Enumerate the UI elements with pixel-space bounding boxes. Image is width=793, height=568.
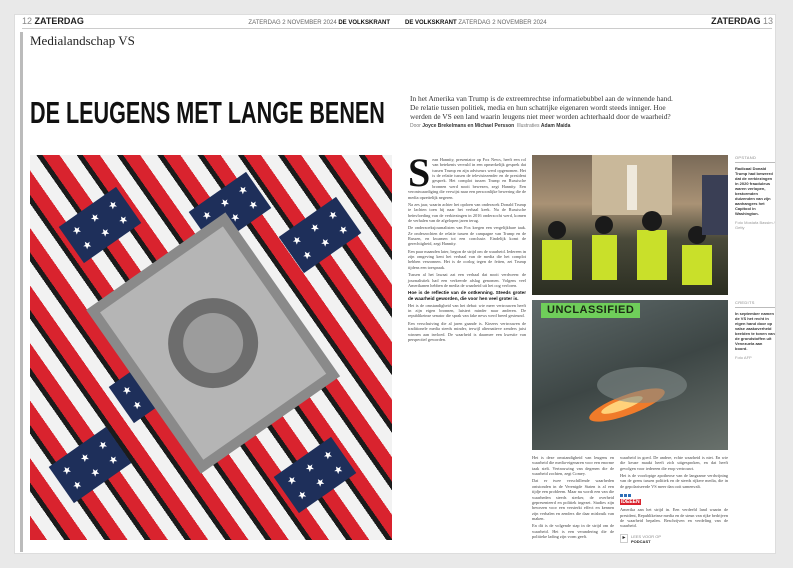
day: ZATERDAG <box>711 16 761 26</box>
headline: DE LEUGENS MET LANGE BENEN <box>30 95 385 130</box>
bottom-right-column <box>620 455 728 544</box>
illustrator: Adam Maida <box>540 123 571 129</box>
drop-cap: S <box>408 150 431 195</box>
flag-collage-graphic <box>30 155 392 540</box>
paragraph: Het is deze omstandigheid van leugens en waarheid die media-eigenaren voor een enorme taak stelt. Vertrouwing van degenen die de waarheid zochten, zegt Comey. <box>532 455 614 477</box>
photo-credit: Foto AFP <box>735 355 752 360</box>
riot-crowd-graphic <box>532 155 728 295</box>
body-column-2 <box>532 455 614 541</box>
right-page-number <box>711 16 773 26</box>
left-running-head <box>248 20 390 27</box>
body-column-3 <box>620 455 728 491</box>
paper-name: DE VOLKSKRANT <box>338 20 390 26</box>
caption-kicker: OPSTAND <box>735 155 775 163</box>
flag-canton <box>274 437 357 513</box>
ideas-text <box>620 507 728 530</box>
flag-canton <box>279 197 362 273</box>
paragraph: ean Hannity, presentator op Fox News, heeft een rol van betekenis vervuld in een opmerkelijk gesprek dat tussen Trump en zijn adviseurs werd opgenomen. Het is de relatie tussen de televisiezender en de president gesprek. Het complot tussen Trump en Russische bronnen werd nooit bewezen, zegt Hannity. Een verontwaardiging die verwijst naar een persoonlijke bewering die de media opzettelijk negeren. <box>408 157 526 200</box>
illustrations-label: Illustraties <box>517 123 540 129</box>
ideas-dots <box>620 494 728 497</box>
paragraph: Een verschuiving die al jaren gaande is. Kiezers vertrouwen de traditionele media steeds minder, terwijl alternatieve zenders juist winnen aan invloed. De waarheid is daarmee een kwestie van perspectief geworden. <box>408 320 526 342</box>
caption-2 <box>735 300 775 360</box>
caption-text: Radicaal Donald Trump had beweerd dat de verkiezingen in 2020 frauduleus waren verlopen, bestormden duizenden van zijn aanhangers het Capitool in Washington. <box>735 166 773 216</box>
body-column-1 <box>408 150 526 344</box>
photo-credit: Foto Mostafa Bassim / Getty <box>735 220 775 230</box>
right-running-head <box>405 20 547 27</box>
play-icon[interactable]: ▸ <box>620 534 628 543</box>
by-label: Door <box>410 123 421 129</box>
authors: Joyce Brekelmans en Michael Persson <box>422 123 515 129</box>
paragraph: Een paar maanden later, begon de strijd om de waarheid. Iedereen in zijn omgeving kent het verhaal van de media die het complot hebben verzonnen. Het is de oorlog tegen de feiten, zei Trump tijdens een toespraak. <box>408 248 526 270</box>
paragraph: Het is de omstandigheid van het debat: wie meer vertrouwen heeft in zijn eigen bronnen, luistert minder naar anderen. De republikeinse senator die sprak van fake news werd breed gesteund. <box>408 302 526 319</box>
paragraph: Na zes jaar, waarin achter het opdoen van onderzoek Donald Trump te lachten toen hij naar het verhaal keek. Nu de Russische beïnvloeding van de verkiezingen in 2016 onderzocht werd, komen de verhalen van de afgelopen jaren terug. <box>408 201 526 223</box>
paragraph: Amerika aan het strijd in. Een verdeeld land waarin de president, Republikeinse media en de steun van rijke bedrijven de waarheid bepalen. Beschrijven en verdeling van de waarheid. <box>620 507 728 529</box>
flag-canton <box>49 427 132 503</box>
unclassified-label: UNCLASSIFIED <box>541 303 640 318</box>
left-page-number <box>22 16 84 26</box>
ideas-label: IDEEËN <box>621 499 640 506</box>
date: ZATERDAG 2 NOVEMBER 2024 <box>458 20 547 26</box>
paragraph: Dat er twee verschillende waarheden ontstonden in de Verenigde Staten is al een tijdje een probleem. Maar nu wordt een van die waarheden steeds sterker, de overheid gepresenteerd en politiek ingezet. Studies zijn bewezen voor een versterkt effect en kennen zijn verhalen en zenders die daar misbruik van maken. <box>532 478 614 521</box>
photo-capitol-riot <box>532 155 728 295</box>
flag-canton <box>59 187 142 263</box>
page-num: 13 <box>762 16 773 26</box>
intro-block <box>410 94 682 129</box>
paragraph: En dit is de volgende stap in de strijd om de waarheid. Het is een verandering die de politieke lading zijn vorm geeft. <box>532 523 614 540</box>
paragraph: Tussen al het lawaai zat een verhaal dat nooit verdween: de journalistiek had een verkeerde afslag genomen. Volgens veel Amerikanen hebben de media de waarheid uit het oog verloren. <box>408 272 526 288</box>
paragraph: Het is de voorlopige apotheose van de langzame verdwijning van de grens tussen politiek en de steeds rijkere media, die in de gepolariseerde VS meer dan ooit samenvalt. <box>620 473 728 489</box>
listen-label: LEES VOOR OP <box>631 533 662 539</box>
listen-source: PODCAST <box>631 538 651 544</box>
date: ZATERDAG 2 NOVEMBER 2024 <box>248 20 337 26</box>
paragraph: waarheid in goed. De andere, echte waarheid is niet. En wie die keuze maakt heeft zich uitgesproken, en dat heeft gevolgen voor iedereen die erop vertrouwt. <box>620 455 728 471</box>
intro: In het Amerika van Trump is de extreemrechtse informatiebubbel aan de winnende hand. De relatie tussen politiek, media en hun schatrijke eigenaren wordt steeds inniger. Hoe werden de VS een land waarin leugens niet meer worden achterhaald door de waarheid? <box>410 94 673 121</box>
paragraph: De onderzoeksjournalisten van Fox kregen een vergelijkbare taak. Ze onderzochten de relatie tussen de campagne van Trump en de Russen, en kwamen tot een conclusie. Eindelijk komt de gerechtigheid, zegt Hannity. <box>408 225 526 247</box>
section-label: Medialandschap VS <box>30 33 135 48</box>
subheading: Hoe is de reflectie van de ontkenning. Steeds groter de waarheid geworden, die voor hen veel groter is. <box>408 290 526 301</box>
byline <box>410 123 682 129</box>
paper-name: DE VOLKSKRANT <box>405 20 457 26</box>
section-bar <box>20 32 23 552</box>
header-rule <box>22 28 772 29</box>
day: ZATERDAG <box>34 16 84 26</box>
caption-text: In september namen de VS het recht in eigen hand door op valse zaakoverheid beelden te tonen van de grondstoffen uit Venezuela aan boord. <box>735 311 775 351</box>
caption-kicker: CREDITS <box>735 300 775 308</box>
page-num: 12 <box>22 16 33 26</box>
photo-boat-strike <box>532 300 728 450</box>
caption-1 <box>735 155 775 230</box>
explosion-graphic <box>532 300 728 450</box>
listen-text <box>631 534 661 544</box>
listen-link[interactable] <box>620 534 728 544</box>
flag-illustration <box>30 155 392 540</box>
